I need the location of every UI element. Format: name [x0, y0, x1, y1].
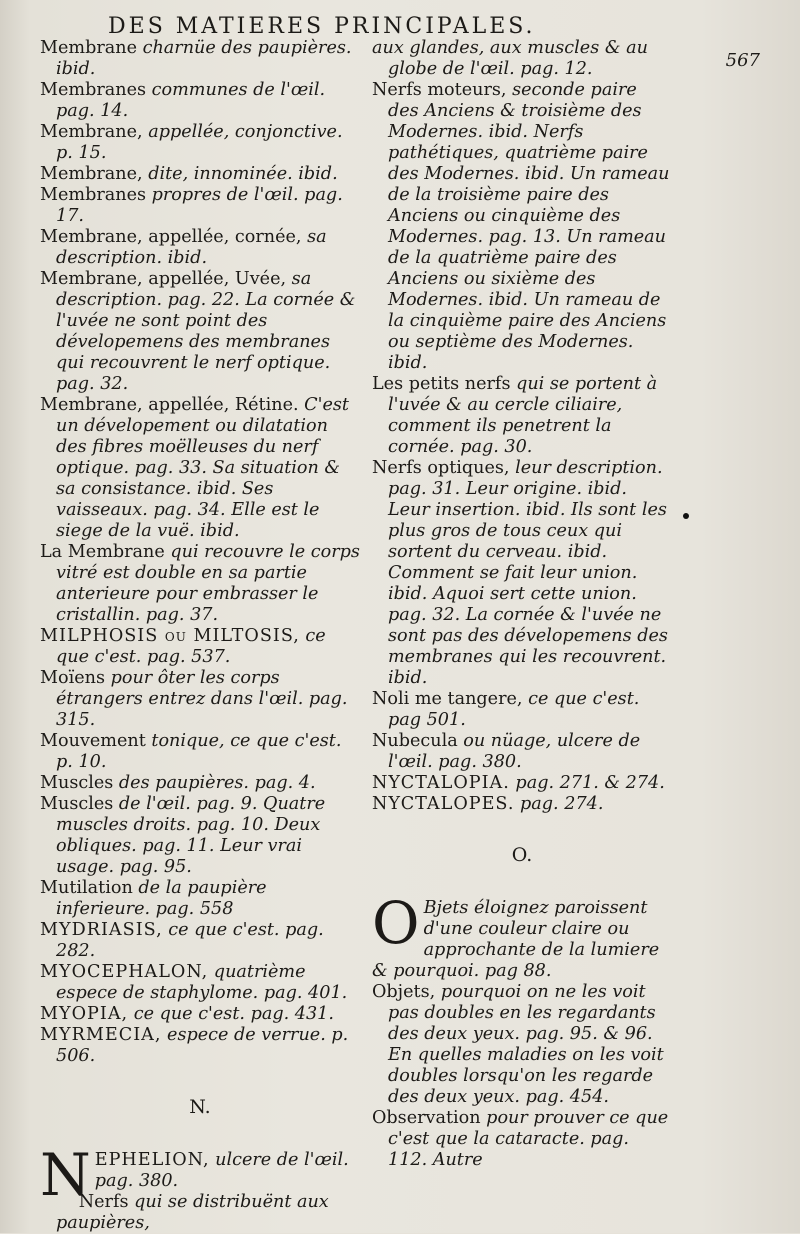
entry-text: pourquoi on ne les voit pas doubles en les regardants des deux yeux. pag. 95. & 96. En quelles maladies on les voit doubles lorsqu'on les regarde des deux yeux. pag. 454. [388, 982, 664, 1107]
entry-term: Nerfs [78, 1192, 129, 1212]
entry-text: pag. 274. [514, 794, 604, 814]
entry-term: MYDRIASIS, [40, 920, 163, 940]
drop-cap: O [372, 889, 420, 957]
entry-term: Moïens [40, 668, 106, 688]
entry-text: communes de l'œil. pag. 14. [56, 80, 326, 121]
entry-term: Membrane, appellée, Rétine. [40, 395, 299, 415]
entry-term: EPHELION, [94, 1150, 210, 1170]
index-entry [40, 38, 360, 80]
entry-text: ce que c'est. pag 501. [388, 689, 640, 730]
entry-term: Muscles [40, 773, 114, 793]
running-title: DES MATIERES PRINCIPALES. [108, 14, 536, 39]
entry-text: ce que c'est. pag. 431. [128, 1004, 334, 1024]
index-entry [40, 962, 360, 1004]
index-entry [372, 458, 672, 689]
index-entry [40, 542, 360, 626]
entry-term: Membranes [40, 185, 147, 205]
section-letter: N. [189, 1096, 211, 1118]
entry-text: sa description. ibid. [56, 227, 327, 268]
index-entry [40, 164, 360, 185]
index-entry [372, 794, 672, 815]
entry-text: quatrième espece de staphylome. pag. 401. [56, 962, 348, 1003]
entry-text: C'est un dévelopement ou dilatation des fibres moëlleuses du nerf optique. pag. 33. Sa situation & sa consistance. ibid. Ses vaisseaux. pag. 34. Elle est le siege de la vuë. ibid. [56, 395, 349, 541]
entry-term: Nerfs optiques, [372, 458, 510, 478]
index-entry [40, 794, 360, 878]
entry-term: NYCTALOPES. [372, 794, 515, 814]
entry-term: Nerfs moteurs, [372, 80, 507, 100]
entry-term: Muscles [40, 794, 114, 814]
index-entry [40, 185, 360, 227]
entry-text: des paupières. pag. 4. [113, 773, 316, 793]
index-entry [372, 773, 672, 794]
drop-cap: N [40, 1141, 91, 1209]
entry-term: MYOPIA, [40, 1004, 129, 1024]
index-entry [40, 395, 360, 542]
entry-term: MYOCEPHALON, [40, 962, 209, 982]
index-entry [372, 731, 672, 773]
entry-text: qui se distribuënt aux paupières, [56, 1192, 329, 1233]
index-entry [372, 38, 672, 80]
entry-text: espece de verrue. p. 506. [56, 1025, 349, 1066]
index-entry [40, 269, 360, 395]
index-entry [372, 80, 672, 374]
entry-term: La Membrane [40, 542, 165, 562]
entry-text: pag. 271. & 274. [509, 773, 665, 793]
index-entry [40, 731, 360, 773]
entry-term: Membrane, [40, 164, 143, 184]
entry-text: pour ôter les corps étrangers entrez dans l'œil. pag. 315. [56, 668, 348, 730]
index-entry [40, 668, 360, 731]
entry-term: MILPHOSIS ou MILTOSIS, [40, 626, 300, 646]
page-number: 567 [725, 50, 760, 71]
index-entry [40, 878, 360, 920]
entry-term: Mutilation [40, 878, 133, 898]
entry-term: Mouvement [40, 731, 146, 751]
entry-text: ou nüage, ulcere de l'œil. pag. 380. [388, 731, 641, 772]
entry-text: de la paupière inferieure. pag. 558 [56, 878, 267, 919]
section-letter: O. [511, 844, 533, 866]
entry-text: seconde paire des Anciens & troisième des Modernes. ibid. Nerfs pathétiques, quatrième paire des Modernes. ibid. Un rameau de la troisième paire des Anciens ou cinquième des Modernes. pag. 13. Un rameau de la quatrième paire des Anciens ou sixième des Modernes. ibid. Un rameau de la cinquième paire des Anciens ou septième des Modernes. ibid. [388, 80, 670, 373]
entry-term: Nubecula [372, 731, 458, 751]
index-entry [372, 1108, 672, 1171]
entry-text: propres de l'œil. pag. 17. [56, 185, 343, 226]
entry-text: tonique, ce que c'est. p. 10. [56, 731, 342, 772]
index-entry [40, 920, 360, 962]
index-entry [40, 1192, 360, 1234]
entry-term: Membrane, appellée, cornée, [40, 227, 302, 247]
index-entry [40, 227, 360, 269]
entry-text: appellée, conjonctive. p. 15. [56, 122, 343, 163]
index-entry [372, 374, 672, 458]
entry-term: Objets, [372, 982, 436, 1002]
entry-text: qui recouvre le corps vitré est double en sa partie anterieure pour embrasser le cristallin. pag. 37. [56, 542, 360, 625]
index-entry [40, 1025, 360, 1067]
index-entry [372, 689, 672, 731]
entry-text: sa description. pag. 22. La cornée & l'uvée ne sont point des dévelopemens des membranes qui recouvrent le nerf optique. pag. 32. [56, 269, 356, 394]
entry-text: de l'œil. pag. 9. Quatre muscles droits. pag. 10. Deux obliques. pag. 11. Leur vrai usage. pag. 95. [56, 794, 326, 877]
entry-text: pour prouver ce que c'est que la cataracte. pag. 112. Autre [388, 1108, 669, 1170]
index-entry [40, 1004, 360, 1025]
entry-text: dite, innominée. ibid. [142, 164, 338, 184]
index-entry [372, 982, 672, 1108]
entry-term: Membrane, [40, 122, 143, 142]
entry-term: MYRMECIA, [40, 1025, 162, 1045]
index-entry [40, 773, 360, 794]
entry-text: ce que c'est. pag. 537. [56, 626, 326, 667]
entry-term: Les petits nerfs [372, 374, 511, 394]
entry-text: Bjets éloignez paroissent d'une couleur claire ou approchante de la lumiere & pourquoi. pag 88. [372, 898, 660, 981]
entry-term: NYCTALOPIA. [372, 773, 510, 793]
index-entry [372, 889, 672, 982]
entry-term: Observation [372, 1108, 481, 1128]
ink-speck [683, 513, 689, 519]
entry-term: Noli me tangere, [372, 689, 523, 709]
index-entry [40, 80, 360, 122]
entry-term: Membranes [40, 80, 147, 100]
entry-text: aux glandes, aux muscles & au globe de l'œil. pag. 12. [372, 38, 648, 79]
entry-term: Membrane [40, 38, 138, 58]
index-entry [40, 626, 360, 668]
entry-text: ce que c'est. pag. 282. [56, 920, 324, 961]
entry-text: charnüe des paupières. ibid. [56, 38, 352, 79]
left-column [40, 38, 360, 1234]
entry-term: Membrane, appellée, Uvée, [40, 269, 287, 289]
entry-text: leur description. pag. 31. Leur origine. ibid. Leur insertion. ibid. Ils sont les plus gros de tous ceux qui sortent du cerveau. ibid. Comment se fait leur union. ibid. Aquoi sert cette union. pag. 32. La cornée & l'uvée ne sont pas des dévelopemens des membranes qui les recouvrent. ibid. [388, 458, 668, 688]
index-entry [40, 122, 360, 164]
right-column [372, 38, 672, 1171]
entry-text: qui se portent à l'uvée & au cercle ciliaire, comment ils penetrent la cornée. pag. 30. [388, 374, 658, 457]
entry-text: ulcere de l'œil. pag. 380. [94, 1150, 349, 1191]
